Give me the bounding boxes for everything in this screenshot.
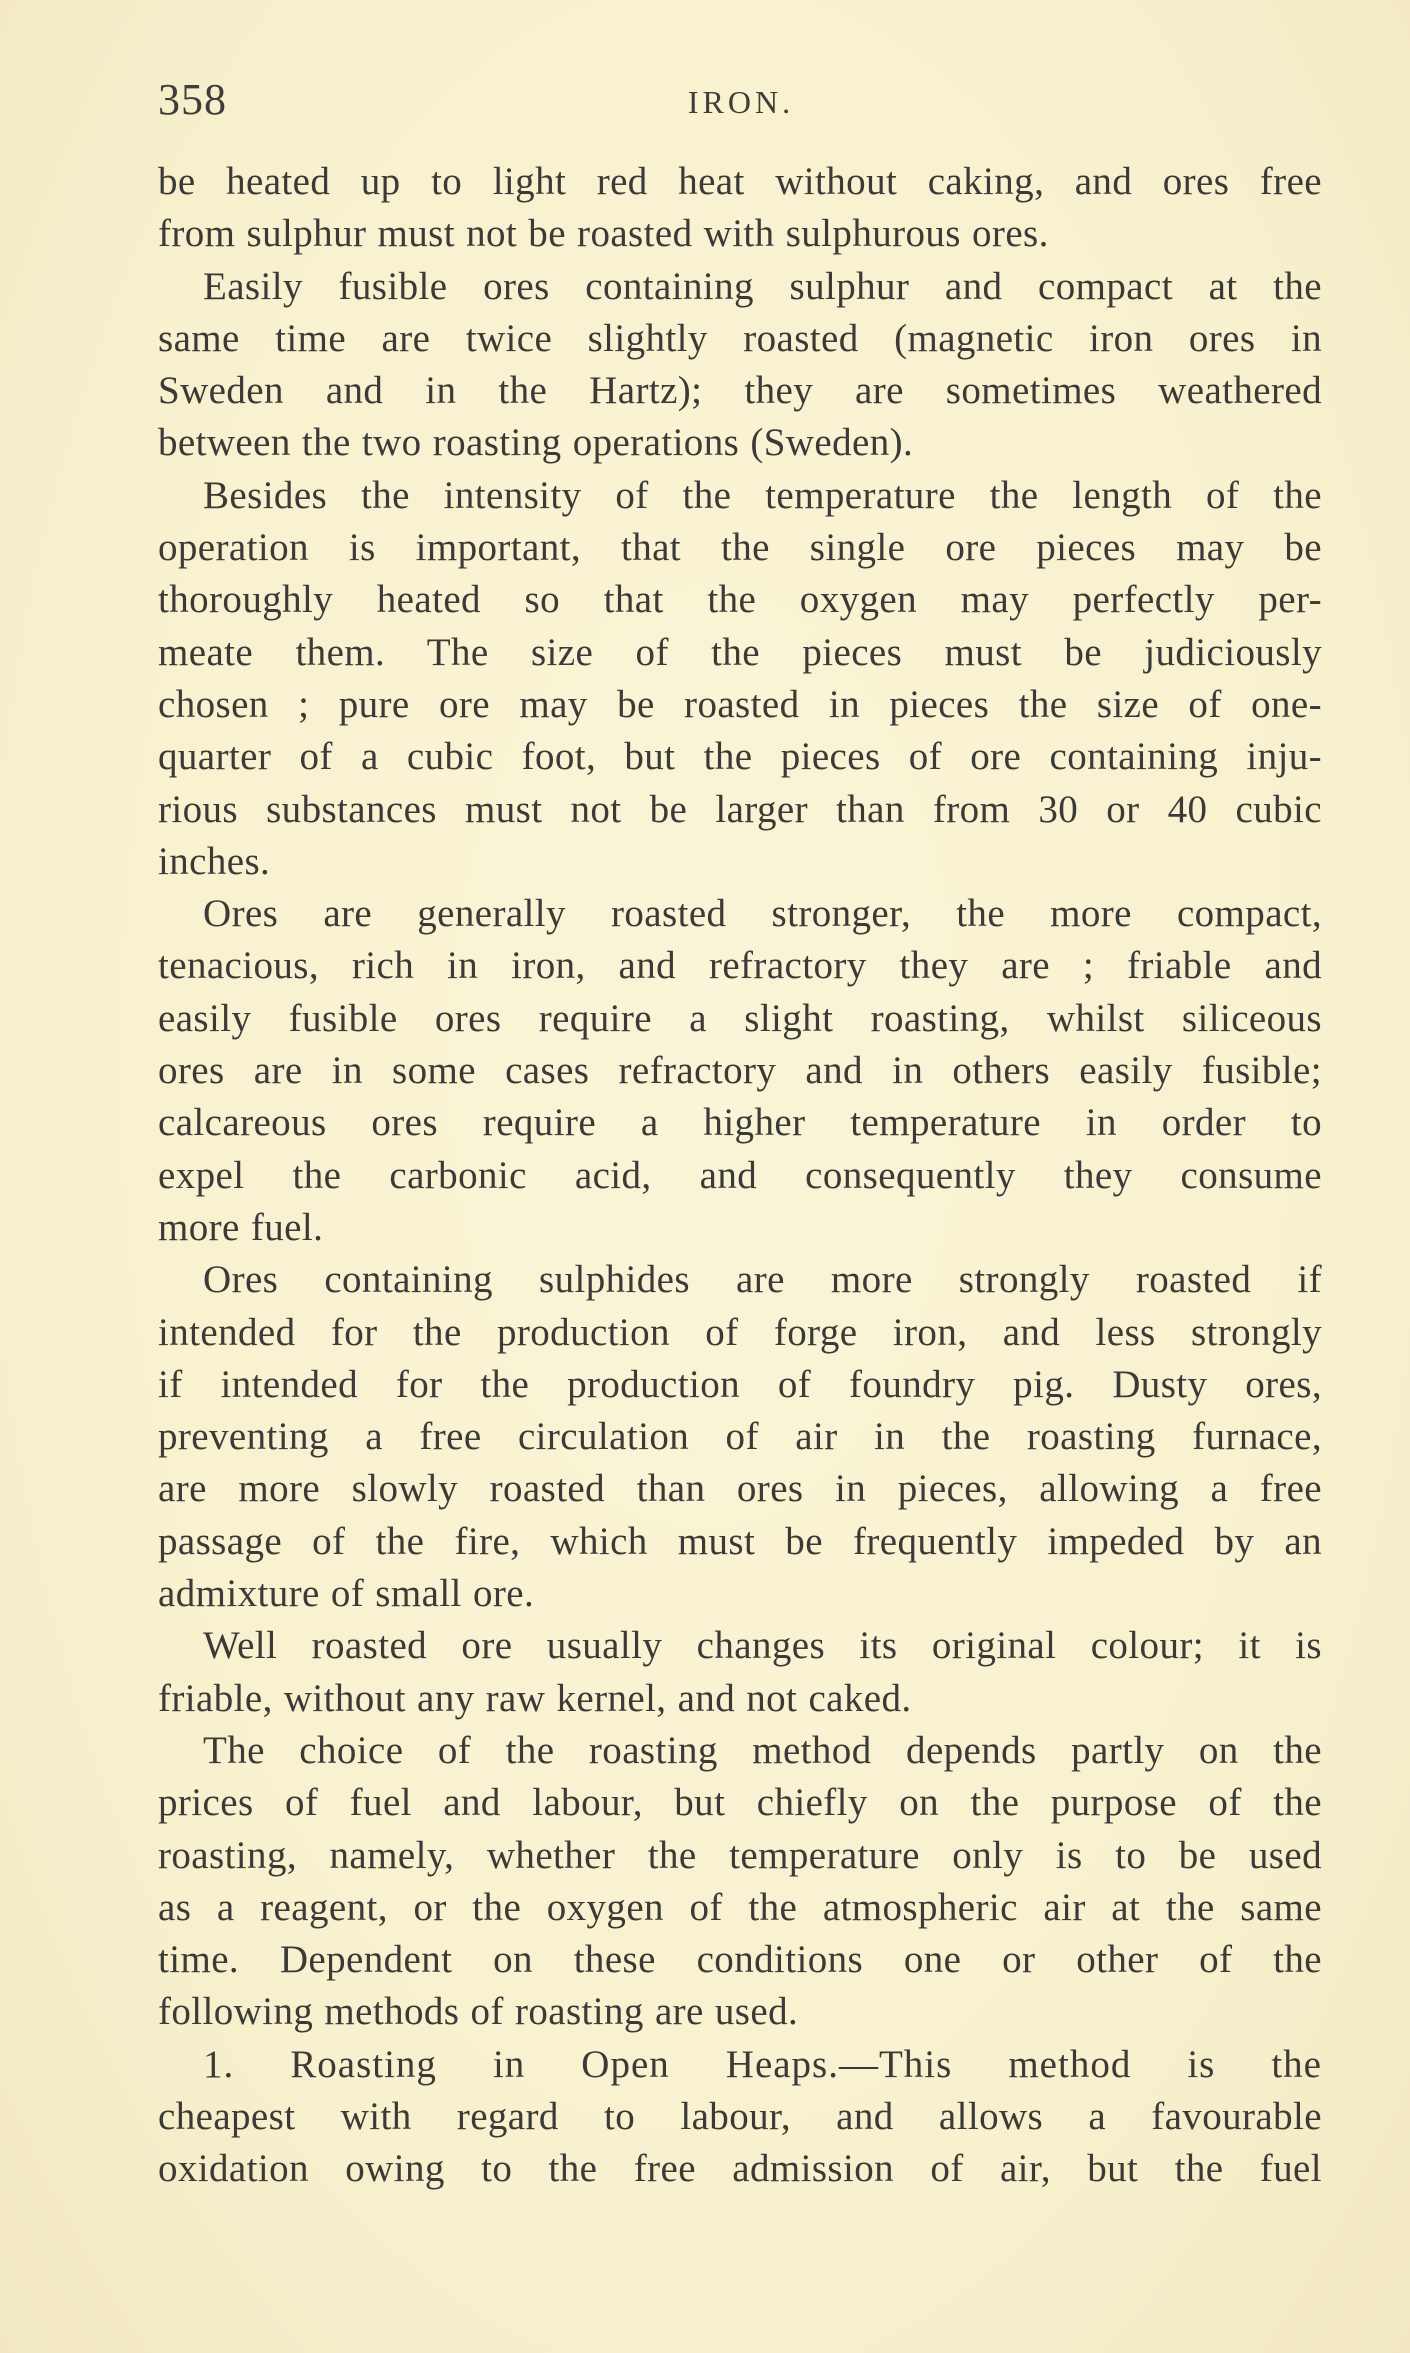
text-line: preventing a free circulation of air in the roasting furnace, (158, 1415, 1322, 1459)
text-line: thoroughly heated so that the oxygen may perfectly per- (158, 578, 1322, 622)
running-head (158, 74, 1324, 134)
text-line: as a reagent, or the oxygen of the atmospheric air at the same (158, 1885, 1322, 1929)
text-line: The choice of the roasting method depends partly on the (203, 1728, 1322, 1772)
text-line: Ores containing sulphides are more strongly roasted if (203, 1258, 1322, 1302)
text-line: Ores are generally roasted stronger, the more compact, (203, 892, 1322, 936)
text-line: roasting, namely, whether the temperature only is to be used (158, 1833, 1322, 1877)
text-line: following methods of roasting are used. (158, 1990, 799, 2034)
text-line: chosen ; pure ore may be roasted in pieces the size of one- (158, 682, 1322, 726)
text-line: quarter of a cubic foot, but the pieces of ore containing inju- (158, 735, 1322, 779)
text-line: between the two roasting operations (Sweden). (158, 421, 914, 465)
text-line: Sweden and in the Hartz); they are sometimes weathered (158, 369, 1322, 413)
text-line: if intended for the production of foundry pig. Dusty ores, (158, 1362, 1322, 1406)
body-text (158, 156, 1322, 2196)
text-line: rious substances must not be larger than from 30 or 40 cubic (158, 787, 1322, 831)
running-title: IRON. (687, 84, 795, 120)
text-line: Besides the intensity of the temperature the length of the (203, 473, 1322, 517)
section-heading-line: 1. Roasting in Open Heaps.—This method is the (203, 2042, 1322, 2086)
text-line: intended for the production of forge iron, and less strongly (158, 1310, 1322, 1354)
text-line: tenacious, rich in iron, and refractory they are ; friable and (158, 944, 1322, 988)
text-line: Easily fusible ores containing sulphur and compact at the (203, 264, 1322, 308)
text-line: prices of fuel and labour, but chiefly on the purpose of the (158, 1781, 1322, 1825)
text-line: inches. (158, 839, 271, 883)
text-line: meate them. The size of the pieces must be judiciously (158, 630, 1322, 674)
text-line: Well roasted ore usually changes its original colour; it is (203, 1624, 1322, 1668)
text-line: be heated up to light red heat without caking, and ores free (158, 160, 1322, 203)
text-line: friable, without any raw kernel, and not caked. (158, 1676, 912, 1720)
text-line: operation is important, that the single ore pieces may be (158, 526, 1322, 570)
text-line: time. Dependent on these conditions one or other of the (158, 1938, 1322, 1982)
text-line: calcareous ores require a higher temperature in order to (158, 1101, 1322, 1145)
text-line: more fuel. (158, 1205, 324, 1249)
text-line: are more slowly roasted than ores in pieces, allowing a free (158, 1467, 1322, 1511)
text-line: from sulphur must not be roasted with sulphurous ores. (158, 212, 1049, 256)
text-line: easily fusible ores require a slight roasting, whilst siliceous (158, 996, 1322, 1040)
text-line: expel the carbonic acid, and consequently they consume (158, 1153, 1322, 1197)
text-line: same time are twice slightly roasted (magnetic iron ores in (158, 316, 1322, 360)
text-line: cheapest with regard to labour, and allows a favourable (158, 2094, 1322, 2138)
text-line: admixture of small ore. (158, 1572, 535, 1616)
text-line: ores are in some cases refractory and in others easily fusible; (158, 1049, 1322, 1093)
page-number: 358 (158, 75, 227, 124)
text-line: passage of the fire, which must be frequently impeded by an (158, 1519, 1322, 1563)
text-line: oxidation owing to the free admission of air, but the fuel (158, 2147, 1322, 2191)
